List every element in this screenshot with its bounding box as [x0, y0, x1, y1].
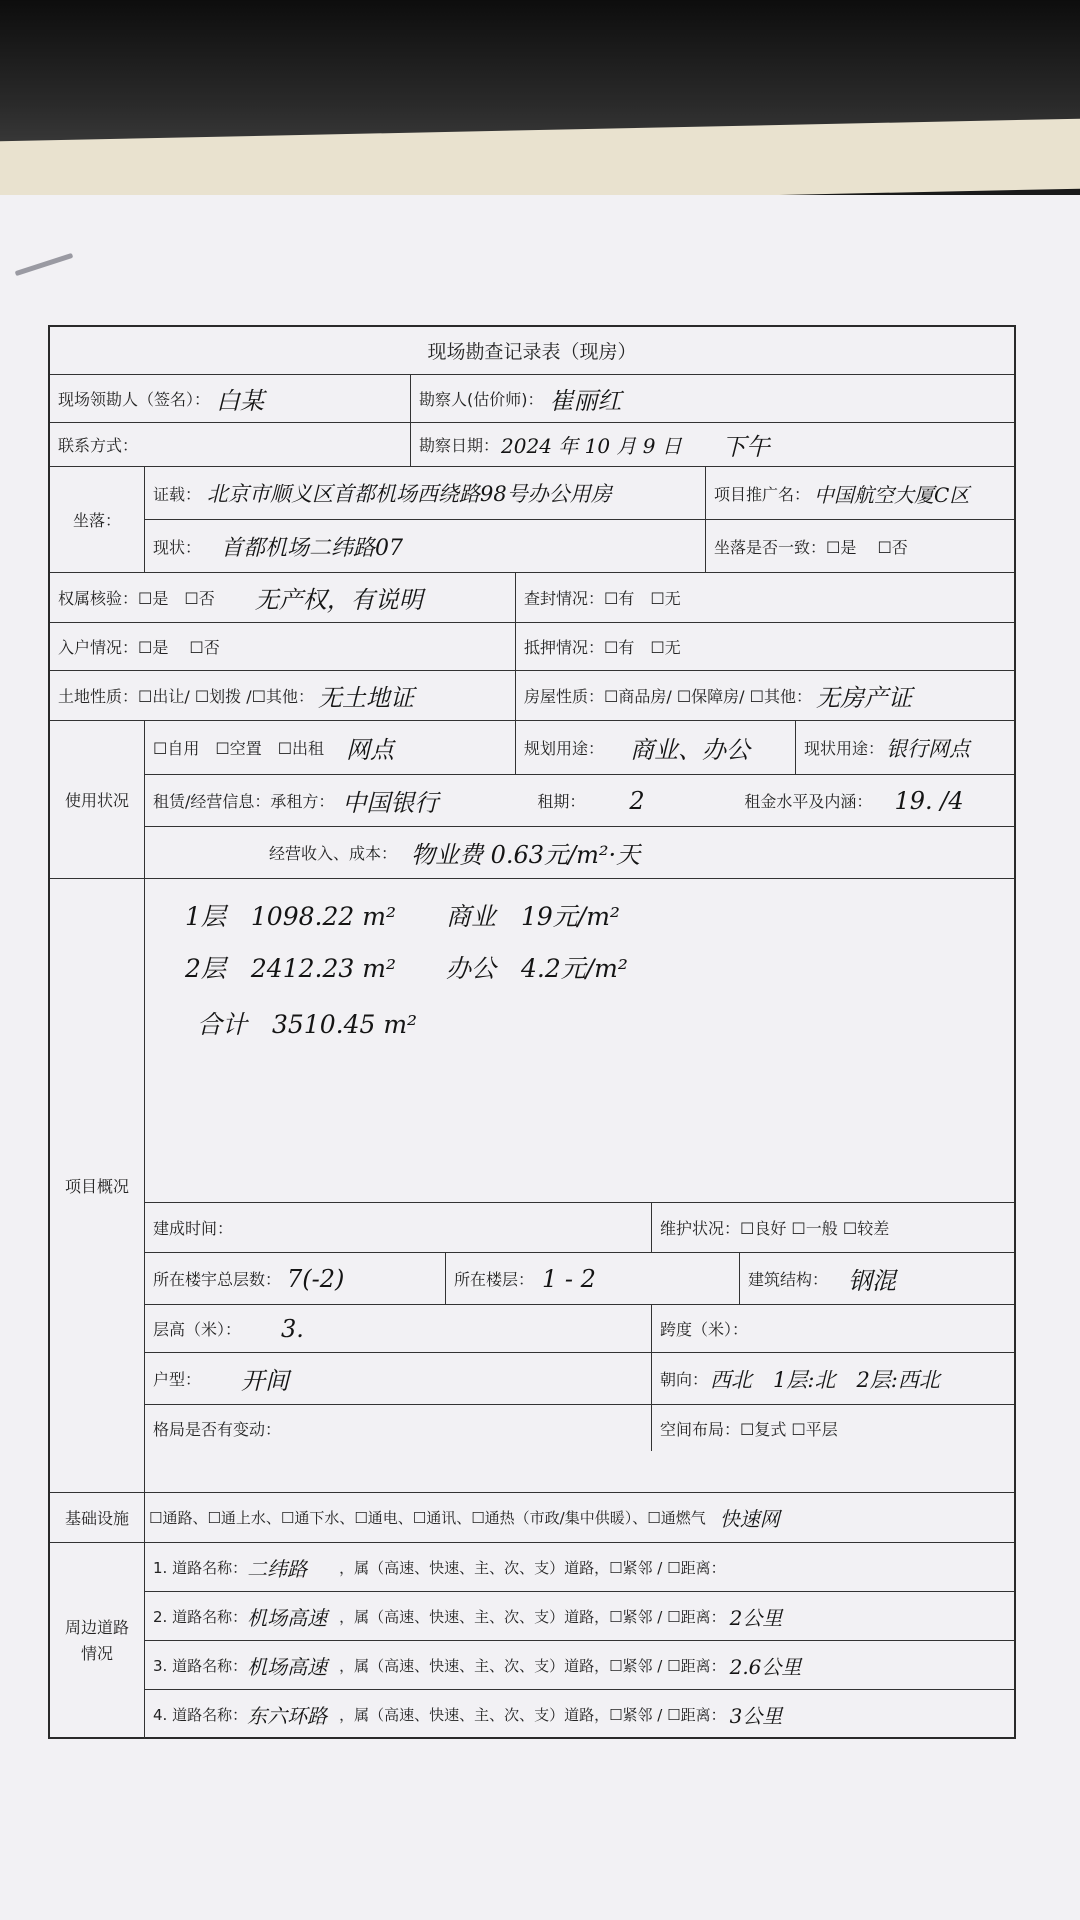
location-match-options: ☐是 ☐否 [826, 537, 908, 557]
current-use-value: 银行网点 [886, 736, 971, 761]
lease-tenant: 中国银行 [342, 789, 439, 817]
lease-label: 租赁/经营信息：承租方： [153, 792, 335, 811]
form-title-row [50, 327, 1014, 375]
floor-label: 所在楼层： [454, 1270, 535, 1289]
usage-label: 使用状况 [50, 721, 145, 879]
structure-value: 钢混 [848, 1267, 897, 1295]
lead-surveyor-signature: 白某 [216, 387, 265, 415]
usage-field [145, 721, 515, 774]
orient-label: 朝向： [660, 1370, 709, 1389]
layout-row [145, 1405, 1014, 1493]
infra-field [145, 1493, 1014, 1542]
project-name-field [705, 467, 1014, 519]
build-time-label: 建成时间： [153, 1219, 234, 1238]
road-distance: 3公里 [729, 1704, 783, 1728]
type-label: 户型： [153, 1370, 202, 1389]
income-label: 经营收入、成本： [269, 844, 398, 863]
rent-label: 租金水平及内涵： [744, 792, 873, 811]
lead-surveyor-field [50, 375, 410, 422]
roads-label: 周边道路情况 [50, 1543, 145, 1739]
seal-label: 查封情况：☐有 ☐无 [515, 573, 1014, 622]
survey-form [48, 325, 1016, 1739]
location-label: 坐落： [50, 467, 145, 573]
infra-options: ☐通路、☐通上水、☐通下水、☐通电、☐通讯、☐通热（市政/集中供暖）、☐通燃气 [149, 1509, 706, 1527]
orient-field [651, 1353, 1014, 1404]
income-field [145, 827, 1014, 878]
road-suffix: ，属（高速、快速、主、次、支）道路，☐紧邻 / ☐距离： [339, 1558, 726, 1577]
ownership-value: 无产权，有说明 [254, 586, 423, 614]
maint-label: 维护状况：☐良好 ☐一般 ☐较差 [651, 1203, 1014, 1252]
date-value: 2024 年 10 月 9 日 [501, 434, 682, 458]
entry-row [50, 623, 1014, 671]
entry-label: 入户情况：☐是 ☐否 [58, 638, 220, 657]
usage-note: 网点 [346, 736, 395, 764]
road-distance: 2.6公里 [729, 1654, 802, 1679]
cert-row [145, 467, 1014, 520]
road-suffix: ，属（高速、快速、主、次、支）道路，☐紧邻 / ☐距离： [339, 1706, 726, 1724]
mortgage-label: 抵押情况：☐有 ☐无 [515, 623, 1014, 670]
surveyor-row [50, 375, 1014, 423]
overview-line: 1层 1098.22 m² 商业 19元/m² [185, 902, 620, 931]
structure-label: 建筑结构： [748, 1270, 829, 1289]
type-field [145, 1353, 651, 1404]
road-field [145, 1641, 1014, 1689]
usage-options: ☐自用 ☐空置 ☐出租 [153, 739, 325, 758]
floors-label: 所在楼宇总层数： [153, 1270, 282, 1289]
road-label: 3. 道路名称： [153, 1656, 248, 1675]
road-name: 机场高速 [247, 1654, 328, 1679]
lease-row [145, 775, 1014, 827]
road-row [145, 1690, 1014, 1739]
road-label: 1. 道路名称： [153, 1558, 248, 1577]
house-value: 无房产证 [816, 684, 912, 712]
road-row [145, 1592, 1014, 1641]
ownership-row [50, 573, 1014, 623]
usage-row [145, 721, 1014, 775]
date-label: 勘察日期： [419, 436, 500, 455]
height-field [145, 1305, 651, 1352]
planned-use-value: 商业、办公 [630, 736, 751, 764]
form-title: 现场勘查记录表（现房） [427, 341, 637, 363]
road-name: 东六环路 [247, 1704, 328, 1728]
location-match-label: 坐落是否一致： [714, 537, 827, 557]
road-suffix: ，属（高速、快速、主、次、支）道路，☐紧邻 / ☐距离： [339, 1607, 726, 1626]
inspector-value: 崔丽红 [549, 387, 622, 415]
status-value: 首都机场二纬路07 [221, 535, 404, 561]
road-field [145, 1592, 1014, 1640]
date-field [410, 423, 1014, 466]
span-label: 跨度（米）： [651, 1305, 1014, 1352]
cert-value: 北京市顺义区首都机场西绕路98号办公用房 [207, 482, 612, 506]
land-field [50, 671, 515, 720]
lease-term-value: 2 [629, 786, 645, 815]
floor-field [445, 1253, 739, 1304]
inspector-field [410, 375, 1014, 422]
type-row [145, 1353, 1014, 1405]
type-value: 开间 [241, 1367, 290, 1395]
floors-value: 7(-2) [287, 1264, 345, 1293]
planned-use-field [515, 721, 795, 774]
land-value: 无土地证 [318, 684, 414, 712]
floors-field [145, 1253, 445, 1304]
land-label: 土地性质：☐出让/ ☐划拨 /☐其他： [58, 687, 314, 706]
road-name: 机场高速 [247, 1605, 328, 1630]
project-name-value: 中国航空大厦C区 [814, 482, 970, 507]
orient-value: 西北 1层:北 2层:西北 [710, 1367, 940, 1392]
status-row [145, 520, 1014, 573]
location-match-field [705, 520, 1014, 572]
current-use-field [795, 721, 1014, 774]
space-label: 空间布局：☐复式 ☐平层 [651, 1405, 1014, 1451]
current-use-label: 现状用途： [804, 739, 885, 758]
layout-change-label: 格局是否有变动： [153, 1419, 282, 1439]
height-label: 层高（米）： [153, 1320, 242, 1339]
road-distance: 2公里 [729, 1605, 783, 1630]
lease-term-label: 租期： [537, 792, 586, 811]
ownership-field [50, 573, 515, 622]
ownership-label: 权属核验：☐是 ☐否 [58, 589, 215, 608]
house-field [515, 671, 1014, 720]
infra-label: 基础设施 [50, 1493, 145, 1543]
overview-line: 合计 3510.45 m² [197, 1010, 418, 1039]
cert-label: 证载： [153, 484, 202, 504]
road-field [145, 1690, 1014, 1739]
planned-use-label: 规划用途： [524, 739, 605, 758]
height-value: 3. [281, 1314, 304, 1343]
road-suffix: ，属（高速、快速、主、次、支）道路，☐紧邻 / ☐距离： [339, 1656, 726, 1675]
road-row [145, 1543, 1014, 1592]
lease-field [145, 775, 1014, 826]
overview-notes [145, 879, 1014, 1203]
income-value: 物业费 0.63元/m²·天 [411, 841, 641, 869]
roads-list [145, 1543, 1014, 1739]
road-name: 二纬路 [247, 1556, 308, 1581]
overview-label: 项目概况 [50, 879, 145, 1493]
infra-note: 快速网 [719, 1507, 780, 1531]
status-label: 现状： [153, 537, 202, 557]
project-name-label: 项目推广名： [714, 484, 811, 504]
cert-field [145, 467, 705, 519]
income-row [145, 827, 1014, 879]
contact-row [50, 423, 1014, 467]
contact-label: 联系方式： [58, 436, 139, 455]
height-row [145, 1305, 1014, 1353]
infra-row [145, 1493, 1014, 1543]
road-field [145, 1543, 1014, 1591]
lead-surveyor-label: 现场领勘人（签名）： [58, 390, 211, 409]
overview-line: 2层 2412.23 m² 办公 4.2元/m² [185, 954, 628, 983]
road-label: 2. 道路名称： [153, 1607, 248, 1626]
road-label: 4. 道路名称： [153, 1706, 248, 1724]
road-row [145, 1641, 1014, 1690]
status-field [145, 520, 705, 572]
house-label: 房屋性质：☐商品房/ ☐保障房/ ☐其他： [524, 687, 812, 706]
rent-value: 19. /4 [894, 786, 964, 815]
structure-field [739, 1253, 1014, 1304]
build-row [145, 1203, 1014, 1253]
inspector-label: 勘察人(估价师)： [419, 390, 544, 409]
floor-value: 1 - 2 [542, 1264, 596, 1293]
land-row [50, 671, 1014, 721]
date-time-value: 下午 [721, 433, 770, 461]
floors-row [145, 1253, 1014, 1305]
